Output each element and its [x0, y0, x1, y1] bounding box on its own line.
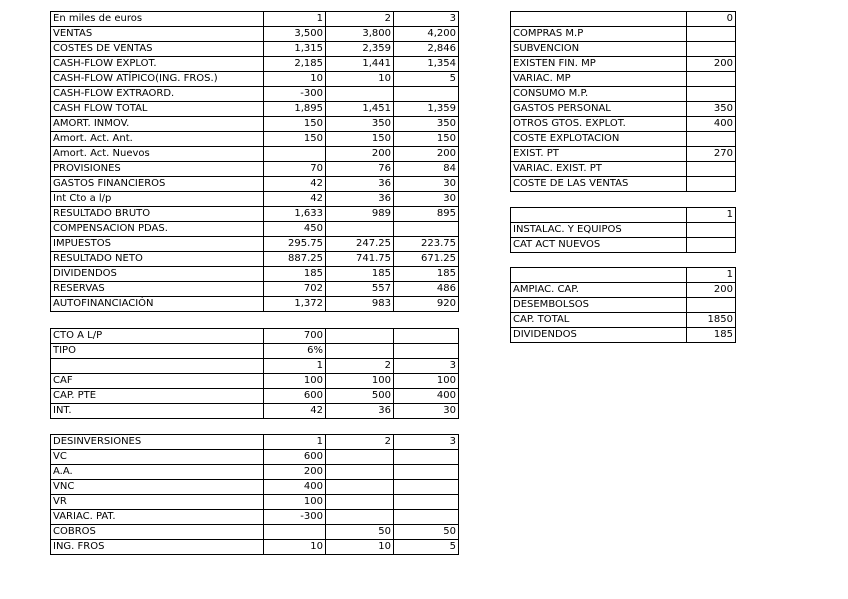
year-3-cell [394, 465, 459, 480]
new-assets-table [510, 207, 736, 253]
year-1-cell [264, 525, 326, 540]
year-1-cell: 10 [264, 72, 326, 87]
year-2-cell: 2,359 [326, 42, 394, 57]
value-cell: 185 [687, 328, 736, 343]
row-label [511, 208, 687, 223]
value-cell [687, 27, 736, 42]
year-1-cell: 600 [264, 450, 326, 465]
year-2-cell: 10 [326, 540, 394, 555]
value-cell [687, 87, 736, 102]
cost-of-sales-table [510, 11, 736, 192]
year-3-cell: 150 [394, 132, 459, 147]
year-3-cell: 30 [394, 192, 459, 207]
row-label: CAP. PTE [51, 389, 264, 404]
table-row [51, 344, 459, 359]
table-row [51, 329, 459, 344]
table-row [51, 495, 459, 510]
row-label: En miles de euros [51, 12, 264, 27]
year-2-cell: 10 [326, 72, 394, 87]
year-1-cell: 100 [264, 495, 326, 510]
table-row [51, 102, 459, 117]
divestments-body [51, 435, 459, 555]
table-row [511, 57, 736, 72]
row-label: DIVIDENDOS [511, 328, 687, 343]
year-1-cell: 295.75 [264, 237, 326, 252]
table-row [511, 223, 736, 238]
year-1-cell: -300 [264, 87, 326, 102]
row-label: CASH-FLOW EXTRAORD. [51, 87, 264, 102]
year-2-cell [326, 510, 394, 525]
capital-table [510, 267, 736, 343]
table-row [511, 42, 736, 57]
table-row [51, 177, 459, 192]
year-1-cell: 1 [264, 435, 326, 450]
year-2-cell: 36 [326, 177, 394, 192]
year-1-cell: 600 [264, 389, 326, 404]
table-row [51, 359, 459, 374]
year-3-cell: 2,846 [394, 42, 459, 57]
row-label: RESERVAS [51, 282, 264, 297]
year-1-cell: 400 [264, 480, 326, 495]
row-label: VARIAC. EXIST. PT [511, 162, 687, 177]
year-1-cell: 1 [264, 12, 326, 27]
row-label: Amort. Act. Nuevos [51, 147, 264, 162]
year-3-cell [394, 510, 459, 525]
row-label: EXISTEN FIN. MP [511, 57, 687, 72]
row-label: COBROS [51, 525, 264, 540]
new-assets-body [511, 208, 736, 253]
year-1-cell: 100 [264, 374, 326, 389]
table-row [511, 72, 736, 87]
row-label: CAT ACT NUEVOS [511, 238, 687, 253]
year-2-cell: 36 [326, 192, 394, 207]
year-3-cell: 30 [394, 404, 459, 419]
table-row [51, 72, 459, 87]
row-label: VARIAC. PAT. [51, 510, 264, 525]
row-label: EXIST. PT [511, 147, 687, 162]
row-label: VNC [51, 480, 264, 495]
table-row [511, 177, 736, 192]
divestments-table [50, 434, 459, 555]
year-1-cell: 150 [264, 117, 326, 132]
year-1-cell: 70 [264, 162, 326, 177]
year-2-cell: 741.75 [326, 252, 394, 267]
table-row [51, 540, 459, 555]
year-3-cell: 3 [394, 359, 459, 374]
year-3-cell [394, 344, 459, 359]
table-row [51, 117, 459, 132]
row-label: IMPUESTOS [51, 237, 264, 252]
year-1-cell: -300 [264, 510, 326, 525]
year-2-cell [326, 480, 394, 495]
table-row [51, 465, 459, 480]
row-label: CONSUMO M.P. [511, 87, 687, 102]
year-1-cell: 42 [264, 177, 326, 192]
table-row [511, 87, 736, 102]
table-row [511, 283, 736, 298]
row-label: COSTE EXPLOTACION [511, 132, 687, 147]
table-row [51, 267, 459, 282]
loan-table [50, 328, 459, 419]
year-2-cell: 150 [326, 132, 394, 147]
year-2-cell: 247.25 [326, 237, 394, 252]
year-3-cell [394, 329, 459, 344]
table-row [511, 238, 736, 253]
table-row [511, 162, 736, 177]
row-label: OTROS GTOS. EXPLOT. [511, 117, 687, 132]
row-label: COMPRAS M.P [511, 27, 687, 42]
row-label: RESULTADO NETO [51, 252, 264, 267]
year-1-cell: 3,500 [264, 27, 326, 42]
cost-of-sales-body [511, 12, 736, 192]
income-statement-body [51, 12, 459, 312]
row-label: RESULTADO BRUTO [51, 207, 264, 222]
year-2-cell [326, 344, 394, 359]
capital-body [511, 268, 736, 343]
year-3-cell: 223.75 [394, 237, 459, 252]
year-2-cell [326, 495, 394, 510]
year-3-cell: 671.25 [394, 252, 459, 267]
year-2-cell: 350 [326, 117, 394, 132]
year-2-cell: 500 [326, 389, 394, 404]
row-label: PROVISIONES [51, 162, 264, 177]
year-3-cell: 185 [394, 267, 459, 282]
row-label: CASH FLOW TOTAL [51, 102, 264, 117]
row-label: INSTALAC. Y EQUIPOS [511, 223, 687, 238]
row-label: DESINVERSIONES [51, 435, 264, 450]
row-label: GASTOS PERSONAL [511, 102, 687, 117]
table-row [51, 27, 459, 42]
row-label: CAP. TOTAL [511, 313, 687, 328]
row-label [511, 12, 687, 27]
year-3-cell [394, 495, 459, 510]
year-2-cell: 36 [326, 404, 394, 419]
row-label: DESEMBOLSOS [511, 298, 687, 313]
value-cell: 270 [687, 147, 736, 162]
value-cell [687, 132, 736, 147]
row-label: DIVIDENDOS [51, 267, 264, 282]
row-label: AUTOFINANCIACIÓN [51, 297, 264, 312]
year-3-cell: 100 [394, 374, 459, 389]
row-label: VR [51, 495, 264, 510]
year-1-cell: 6% [264, 344, 326, 359]
year-1-cell: 1,633 [264, 207, 326, 222]
year-1-cell: 42 [264, 192, 326, 207]
table-row [51, 207, 459, 222]
year-2-cell: 3,800 [326, 27, 394, 42]
row-label: CTO A L/P [51, 329, 264, 344]
row-label: GASTOS FINANCIEROS [51, 177, 264, 192]
value-cell [687, 238, 736, 253]
table-row [51, 87, 459, 102]
year-1-cell: 200 [264, 465, 326, 480]
value-cell: 200 [687, 57, 736, 72]
table-row [51, 132, 459, 147]
year-3-cell: 84 [394, 162, 459, 177]
year-1-cell: 1,372 [264, 297, 326, 312]
year-2-cell: 557 [326, 282, 394, 297]
row-label: COSTES DE VENTAS [51, 42, 264, 57]
year-3-cell: 486 [394, 282, 459, 297]
year-2-cell [326, 450, 394, 465]
year-2-cell: 1,451 [326, 102, 394, 117]
value-cell [687, 72, 736, 87]
row-label: A.A. [51, 465, 264, 480]
year-2-cell [326, 329, 394, 344]
row-label: TIPO [51, 344, 264, 359]
year-3-cell [394, 87, 459, 102]
year-1-cell: 1 [264, 359, 326, 374]
row-label: COSTE DE LAS VENTAS [511, 177, 687, 192]
year-3-cell: 4,200 [394, 27, 459, 42]
year-3-cell: 1,354 [394, 57, 459, 72]
year-2-cell: 76 [326, 162, 394, 177]
table-row [51, 374, 459, 389]
year-1-cell: 150 [264, 132, 326, 147]
table-row [51, 42, 459, 57]
row-label: Int Cto a l/p [51, 192, 264, 207]
table-row [51, 510, 459, 525]
row-label: SUBVENCION [511, 42, 687, 57]
value-cell [687, 223, 736, 238]
year-3-cell: 1,359 [394, 102, 459, 117]
value-cell [687, 298, 736, 313]
year-2-cell: 1,441 [326, 57, 394, 72]
year-2-cell: 100 [326, 374, 394, 389]
year-3-cell: 350 [394, 117, 459, 132]
year-3-cell: 5 [394, 72, 459, 87]
year-1-cell: 702 [264, 282, 326, 297]
row-label: CASH-FLOW ATÍPICO(ING. FROS.) [51, 72, 264, 87]
year-3-cell [394, 222, 459, 237]
value-cell: 350 [687, 102, 736, 117]
year-2-cell [326, 465, 394, 480]
table-row [511, 132, 736, 147]
value-cell [687, 42, 736, 57]
year-1-cell: 700 [264, 329, 326, 344]
table-row [511, 102, 736, 117]
row-label: INT. [51, 404, 264, 419]
table-row [51, 192, 459, 207]
row-label: CAF [51, 374, 264, 389]
table-row [51, 252, 459, 267]
year-2-cell: 2 [326, 12, 394, 27]
table-row [51, 389, 459, 404]
year-2-cell: 2 [326, 359, 394, 374]
table-row [511, 328, 736, 343]
year-2-cell: 200 [326, 147, 394, 162]
table-row [51, 480, 459, 495]
row-label: ING. FROS [51, 540, 264, 555]
table-row [511, 147, 736, 162]
year-3-cell [394, 480, 459, 495]
year-3-cell: 920 [394, 297, 459, 312]
year-3-cell: 3 [394, 435, 459, 450]
year-1-cell: 42 [264, 404, 326, 419]
table-row [51, 404, 459, 419]
year-2-cell [326, 87, 394, 102]
row-label [51, 359, 264, 374]
row-label: AMORT. INMOV. [51, 117, 264, 132]
table-row [51, 297, 459, 312]
year-3-cell: 200 [394, 147, 459, 162]
table-row [51, 12, 459, 27]
table-row [511, 268, 736, 283]
table-row [51, 525, 459, 540]
year-1-cell: 2,185 [264, 57, 326, 72]
year-1-cell [264, 147, 326, 162]
year-2-cell: 2 [326, 435, 394, 450]
year-1-cell: 10 [264, 540, 326, 555]
table-row [511, 27, 736, 42]
year-2-cell: 989 [326, 207, 394, 222]
row-label: VC [51, 450, 264, 465]
value-cell: 400 [687, 117, 736, 132]
year-3-cell: 400 [394, 389, 459, 404]
year-1-cell: 887.25 [264, 252, 326, 267]
year-3-cell: 3 [394, 12, 459, 27]
loan-body [51, 329, 459, 419]
row-label: CASH-FLOW EXPLOT. [51, 57, 264, 72]
year-2-cell: 185 [326, 267, 394, 282]
income-statement-table [50, 11, 459, 312]
table-row [511, 298, 736, 313]
value-cell: 1 [687, 208, 736, 223]
table-row [511, 313, 736, 328]
year-2-cell [326, 222, 394, 237]
value-cell [687, 177, 736, 192]
year-1-cell: 185 [264, 267, 326, 282]
year-1-cell: 1,315 [264, 42, 326, 57]
table-row [51, 162, 459, 177]
value-cell: 0 [687, 12, 736, 27]
table-row [51, 147, 459, 162]
row-label: Amort. Act. Ant. [51, 132, 264, 147]
table-row [51, 435, 459, 450]
table-row [51, 282, 459, 297]
year-3-cell: 30 [394, 177, 459, 192]
table-row [51, 222, 459, 237]
year-3-cell: 5 [394, 540, 459, 555]
year-1-cell: 450 [264, 222, 326, 237]
row-label: VARIAC. MP [511, 72, 687, 87]
row-label: COMPENSACION PDAS. [51, 222, 264, 237]
year-3-cell: 895 [394, 207, 459, 222]
table-row [511, 208, 736, 223]
value-cell: 1850 [687, 313, 736, 328]
year-3-cell: 50 [394, 525, 459, 540]
year-2-cell: 983 [326, 297, 394, 312]
row-label: AMPIAC. CAP. [511, 283, 687, 298]
table-row [51, 57, 459, 72]
table-row [511, 117, 736, 132]
year-3-cell [394, 450, 459, 465]
row-label: VENTAS [51, 27, 264, 42]
table-row [511, 12, 736, 27]
table-row [51, 237, 459, 252]
row-label [511, 268, 687, 283]
year-1-cell: 1,895 [264, 102, 326, 117]
value-cell: 200 [687, 283, 736, 298]
value-cell [687, 162, 736, 177]
value-cell: 1 [687, 268, 736, 283]
year-2-cell: 50 [326, 525, 394, 540]
table-row [51, 450, 459, 465]
